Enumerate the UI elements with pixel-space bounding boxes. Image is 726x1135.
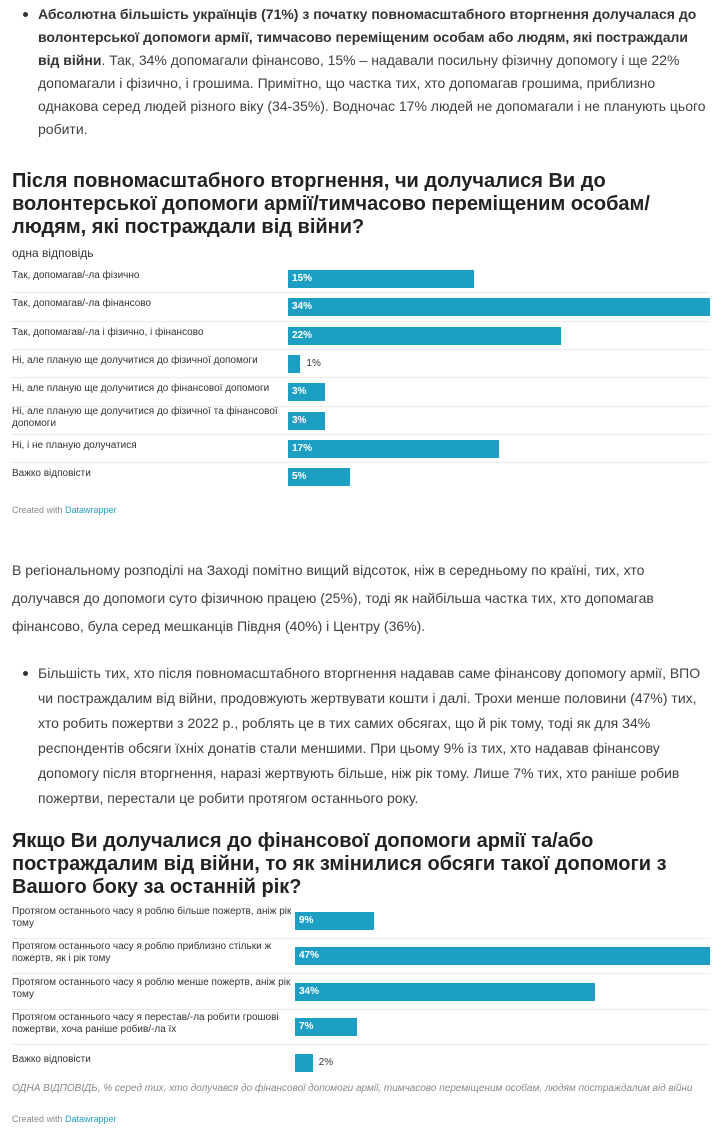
chart2-row-divider [12, 1044, 710, 1045]
chart1-bar [288, 298, 710, 316]
chart1-credit [12, 505, 117, 515]
chart1-category-label: Так, допомагав/-ла фізично [12, 270, 140, 282]
chart2-row-divider [12, 938, 710, 939]
chart1-value-label: 1% [306, 358, 321, 370]
chart2-value-label: 34% [299, 985, 320, 997]
donations-bullet [38, 661, 710, 811]
chart2-title: Якщо Ви долучалися до фінансової допомоги армії та/або постраждалим від війни, то як змінилися обсяги такої допомоги з Вашого боку за останній рік? [12, 830, 667, 898]
chart1-row-divider [12, 462, 710, 463]
chart1-category-label: Важко відповісти [12, 468, 91, 480]
chart2-category-label: Протягом останнього часу я роблю приблизно стільки ж пожертв, як і рік тому [12, 941, 272, 965]
datawrapper-link[interactable]: Datawrapper [65, 505, 117, 515]
chart1-subtitle: одна відповідь [12, 246, 94, 260]
bullet-dot-icon [23, 671, 28, 676]
chart1-bar [288, 270, 474, 288]
chart1-category-label: Ні, але планую ще долучитися до фінансової допомоги [12, 383, 270, 395]
datawrapper-link[interactable]: Datawrapper [65, 1114, 117, 1124]
intro-bullet-text [38, 3, 710, 141]
chart1-row-divider [12, 349, 710, 350]
chart1-value-label: 17% [292, 442, 313, 454]
chart1-value-label: 22% [292, 329, 313, 341]
chart2-category-label: Важко відповісти [12, 1053, 91, 1065]
chart2-row-divider [12, 1009, 710, 1010]
chart1-bar [288, 440, 499, 458]
chart1-bar [288, 355, 300, 373]
chart1-category-label: Ні, але планую ще долучитися до фізичної допомоги [12, 355, 258, 367]
chart1-value-label: 5% [292, 471, 307, 483]
chart1-category-label: Ні, але планую ще долучитися до фізичної та фінансової допомоги [12, 405, 278, 429]
chart1-value-label: 15% [292, 273, 313, 285]
chart2-value-label: 9% [299, 914, 314, 926]
donations-bullet-text: Більшість тих, хто після повномасштабного вторгнення надавав саме фінансову допомогу армії, ВПО чи постраждалим від війни, продовжують жертвувати кошти і далі. Трохи менше половини (47%) тих, хто робить пожертви з 2022 р., роблять це в тих самих обсягах, що й рік тому, тоді як для 34% респондентів обсяги їхніх донатів стали меншими. При цьому 9% із тих, хто надавав фінансову допомогу після вторгнення, наразі жертвують більше, ніж рік тому. Лише 7% тих, хто раніше робив пожертви, перестали це робити протягом останнього року. [38, 665, 701, 806]
intro-bullet [38, 3, 710, 141]
regional-paragraph: В регіональному розподілі на Заході помітно вищий відсоток, ніж в середньому по країні, тих, хто долучався до допомоги суто фізичною працею (25%), тоді як найбільша частка тих, хто допомагав фінансово, була серед мешканців Півдня (40%) і Центру (36%). [12, 562, 654, 634]
chart1-row-divider [12, 377, 710, 378]
chart2-bar [295, 983, 595, 1001]
chart1-value-label: 34% [292, 301, 313, 313]
chart1-category-label: Так, допомагав/-ла і фізично, і фінансово [12, 326, 204, 338]
chart2-credit [12, 1114, 117, 1124]
chart2-value-label: 2% [318, 1056, 334, 1068]
chart2-bar [295, 1054, 313, 1072]
chart1-category-label: Ні, і не планую долучатися [12, 439, 137, 451]
chart1-value-label: 3% [292, 414, 307, 426]
chart1-row-divider [12, 434, 710, 435]
chart2-value-label: 47% [299, 950, 320, 962]
chart1-value-label: 3% [292, 386, 307, 398]
chart2-note: ОДНА ВІДПОВІДЬ, % серед тих, хто долучався до фінансової допомоги армії, тимчасово переміщеним особам, людям постраждалим від війни [12, 1083, 693, 1094]
chart1-title: Після повномасштабного вторгнення, чи долучалися Ви до волонтерської допомоги армії/тимчасово переміщеним особам/людям, які постраждали від війни? [12, 170, 650, 238]
chart2-category-label: Протягом останнього часу я роблю більше пожертв, аніж рік тому [12, 905, 292, 929]
chart1-category-label: Так, допомагав/-ла фінансово [12, 298, 152, 310]
chart2-row-divider [12, 973, 710, 974]
chart1-bar [288, 327, 561, 345]
chart2-bar [295, 947, 710, 965]
chart1-row-divider [12, 321, 710, 322]
chart2-value-label: 7% [299, 1021, 314, 1033]
chart1-row-divider [12, 292, 710, 293]
intro-bullet-rest: . Так, 34% допомагали фінансово, 15% – надавали посильну фізичну допомогу і ще 22% допомагали і фізично, і грошима. Примітно, що частка тих, хто допомагав грошима, приблизно однакова серед людей різного віку (34-35%). Водночас 17% людей не допомагали і не планують цього робити. [38, 52, 706, 137]
chart2-category-label: Протягом останнього часу я роблю менше пожертв, аніж рік тому [12, 976, 291, 1000]
chart2-category-label: Протягом останнього часу я перестав/-ла робити грошові пожертви, хоча раніше робив/-ла їх [12, 1012, 279, 1036]
intro-bullet-bold: Абсолютна більшість українців (71%) з початку повномасштабного вторгнення долучалася до волонтерської допомоги армії, тимчасово переміщеним особам або людям, які постраждали від війни [38, 6, 697, 68]
bullet-dot-icon [23, 12, 28, 17]
chart2-credit-prefix: Created with [12, 1114, 66, 1124]
chart1-credit-prefix: Created with [12, 505, 66, 515]
